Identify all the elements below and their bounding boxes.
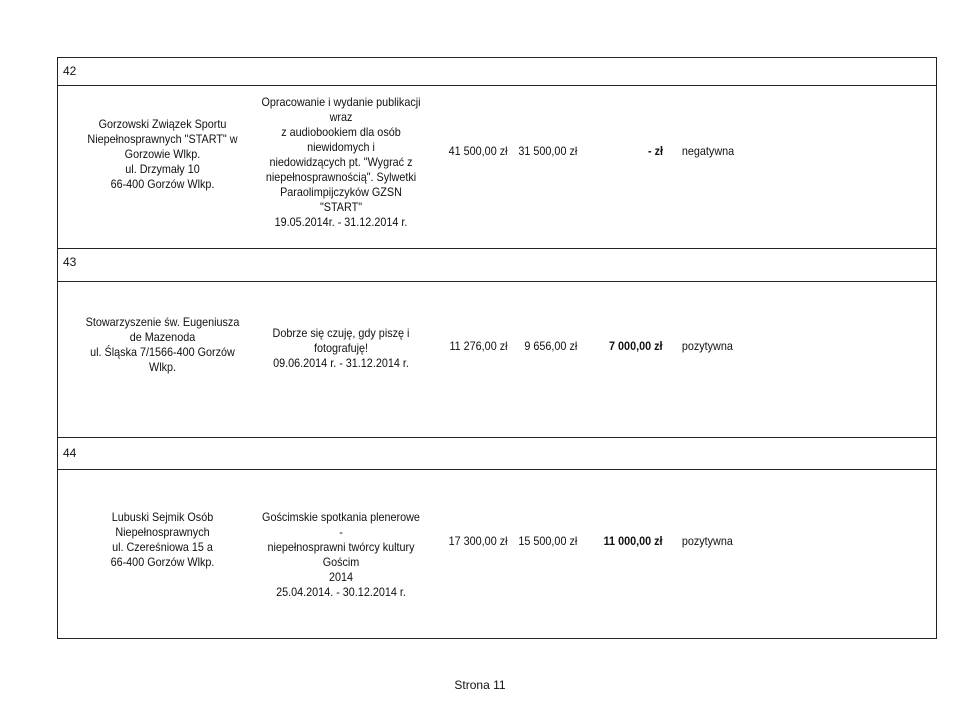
row-number: 44 xyxy=(63,446,77,460)
amount-granted-cell: 7 000,00 zł xyxy=(609,339,663,353)
task-cell: Opracowanie i wydanie publikacji wraz z audiobookiem dla osób niewidomych i niedowidzących pt. "Wygrać z niepełnosprawnością". Sylwetki Paraolimpijczyków GZSN "START" 19.05.2014r. - 31.12.2014 r. xyxy=(261,95,421,229)
table-border-right xyxy=(936,57,937,639)
amount-granted-cell: - zł xyxy=(647,144,663,158)
page-footer: Strona 11 xyxy=(454,678,506,692)
row-divider xyxy=(57,85,937,86)
amount-requested-cell: 41 500,00 zł xyxy=(448,144,508,158)
amount-total-cell: 15 500,00 zł xyxy=(518,534,578,548)
row-divider xyxy=(57,57,937,58)
row-divider xyxy=(57,281,937,282)
organization-cell: Lubuski Sejmik Osób Niepełnosprawnych ul. Czereśniowa 15 a 66-400 Gorzów Wlkp. xyxy=(110,510,215,569)
organization-cell: Stowarzyszenie św. Eugeniusza de Mazenoda ul. Śląska 7/1566-400 Gorzów Wlkp. xyxy=(85,315,240,374)
amount-requested-cell: 17 300,00 zł xyxy=(448,534,508,548)
row-divider xyxy=(57,248,937,249)
assessment-cell: pozytywna xyxy=(681,339,733,353)
row-divider xyxy=(57,469,937,470)
row-divider xyxy=(57,638,937,639)
row-number: 42 xyxy=(63,64,77,78)
table-border-left xyxy=(57,57,58,639)
row-divider xyxy=(57,437,937,438)
amount-requested-cell: 11 276,00 zł xyxy=(449,339,508,353)
task-cell: Dobrze się czuję, gdy piszę i fotografuję! 09.06.2014 r. - 31.12.2014 r. xyxy=(272,326,410,370)
assessment-cell: negatywna xyxy=(681,144,735,158)
amount-total-cell: 9 656,00 zł xyxy=(524,339,578,353)
assessment-cell: pozytywna xyxy=(681,534,733,548)
amount-granted-cell: 11 000,00 zł xyxy=(603,534,663,548)
amount-total-cell: 31 500,00 zł xyxy=(518,144,578,158)
row-number: 43 xyxy=(63,255,77,269)
organization-cell: Gorzowski Związek Sportu Niepełnosprawnych "START" w Gorzowie Wlkp. ul. Drzymały 10 66-400 Gorzów Wlkp. xyxy=(87,117,238,191)
grant-table xyxy=(57,57,937,639)
task-cell: Gościmskie spotkania plenerowe - niepełnosprawni twórcy kultury Gościm 2014 25.04.2014. - 30.12.2014 r. xyxy=(262,510,420,599)
